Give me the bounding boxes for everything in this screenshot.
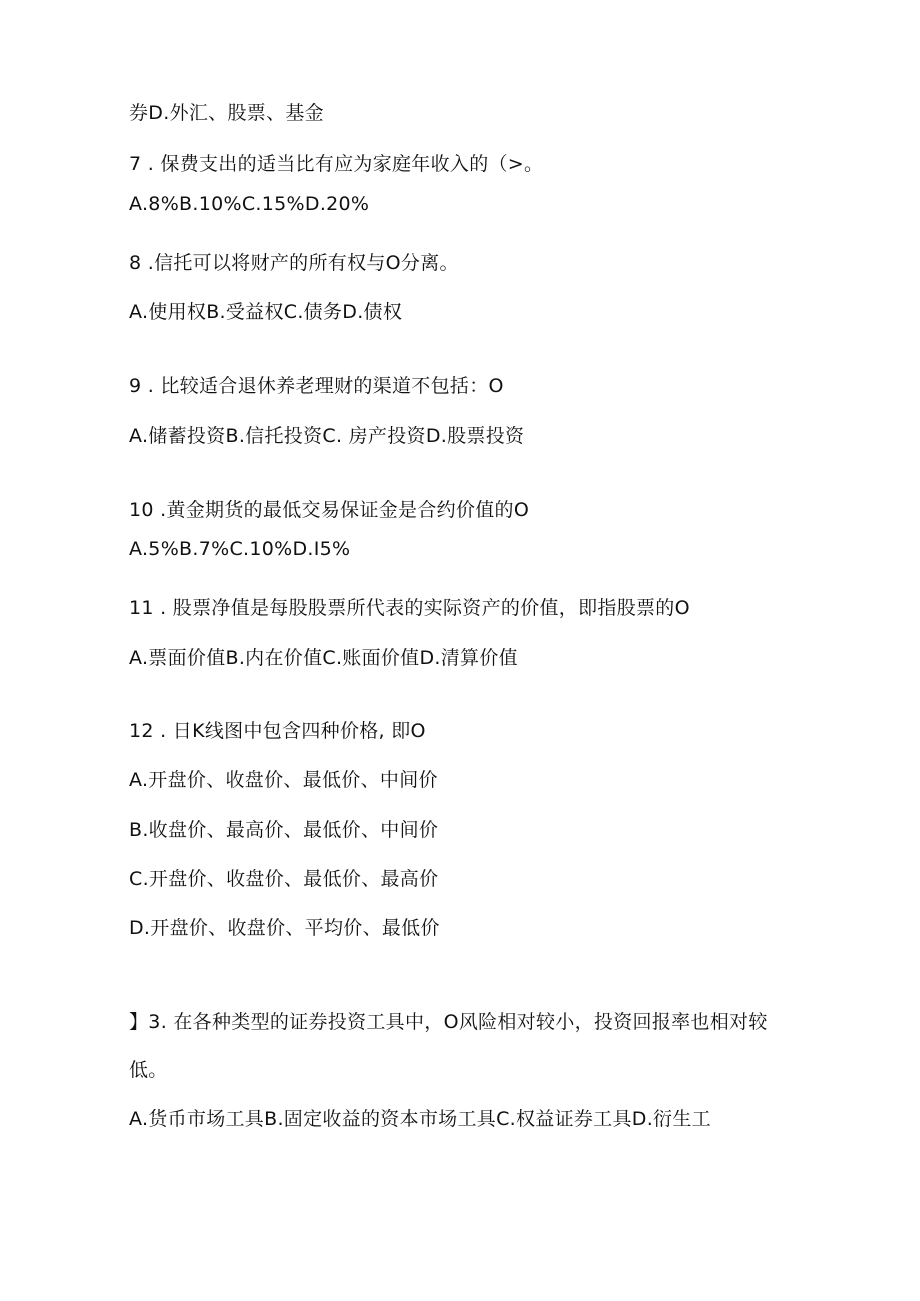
question-8-options: A.使用权B.受益权C.债务D.债权: [129, 301, 403, 323]
question-9: 9 . 比较适合退休养老理财的渠道不包括：O: [129, 375, 504, 397]
question-12-option-c: C.开盘价、收盘价、最低价、最高价: [129, 868, 439, 890]
question-12-option-d: D.开盘价、收盘价、平均价、最低价: [129, 917, 440, 939]
question-12-option-a: A.开盘价、收盘价、最低价、中间价: [129, 769, 438, 791]
question-7-options: A.8%B.10%C.15%D.20%: [129, 193, 370, 215]
question-12-option-b: B.收盘价、最高价、最低价、中间价: [129, 819, 439, 841]
question-11-options: A.票面价值B.内在价值C.账面价值D.清算价值: [129, 647, 518, 669]
text-line-continuation: 券D.外汇、股票、基金: [129, 102, 324, 124]
question-13-continuation: 低。: [129, 1059, 168, 1081]
question-12: 12 . 日K线图中包含四种价格, 即O: [129, 720, 426, 742]
question-10: 10 .黄金期货的最低交易保证金是合约价值的O: [129, 499, 530, 521]
question-9-options: A.储蓄投资B.信托投资C. 房产投资D.股票投资: [129, 425, 525, 447]
question-11: 11 . 股票净值是每股股票所代表的实际资产的价值，即指股票的O: [129, 597, 690, 619]
question-8: 8 .信托可以将财产的所有权与O分离。: [129, 252, 459, 274]
question-7: 7 . 保费支出的适当比有应为家庭年收入的（>。: [129, 153, 544, 175]
question-13: 】3. 在各种类型的证券投资工具中，O风险相对较小，投资回报率也相对较: [129, 1011, 768, 1033]
question-13-options: A.货币市场工具B.固定收益的资本市场工具C.权益证券工具D.衍生工: [129, 1108, 711, 1130]
question-10-options: A.5%B.7%C.10%D.I5%: [129, 538, 351, 560]
